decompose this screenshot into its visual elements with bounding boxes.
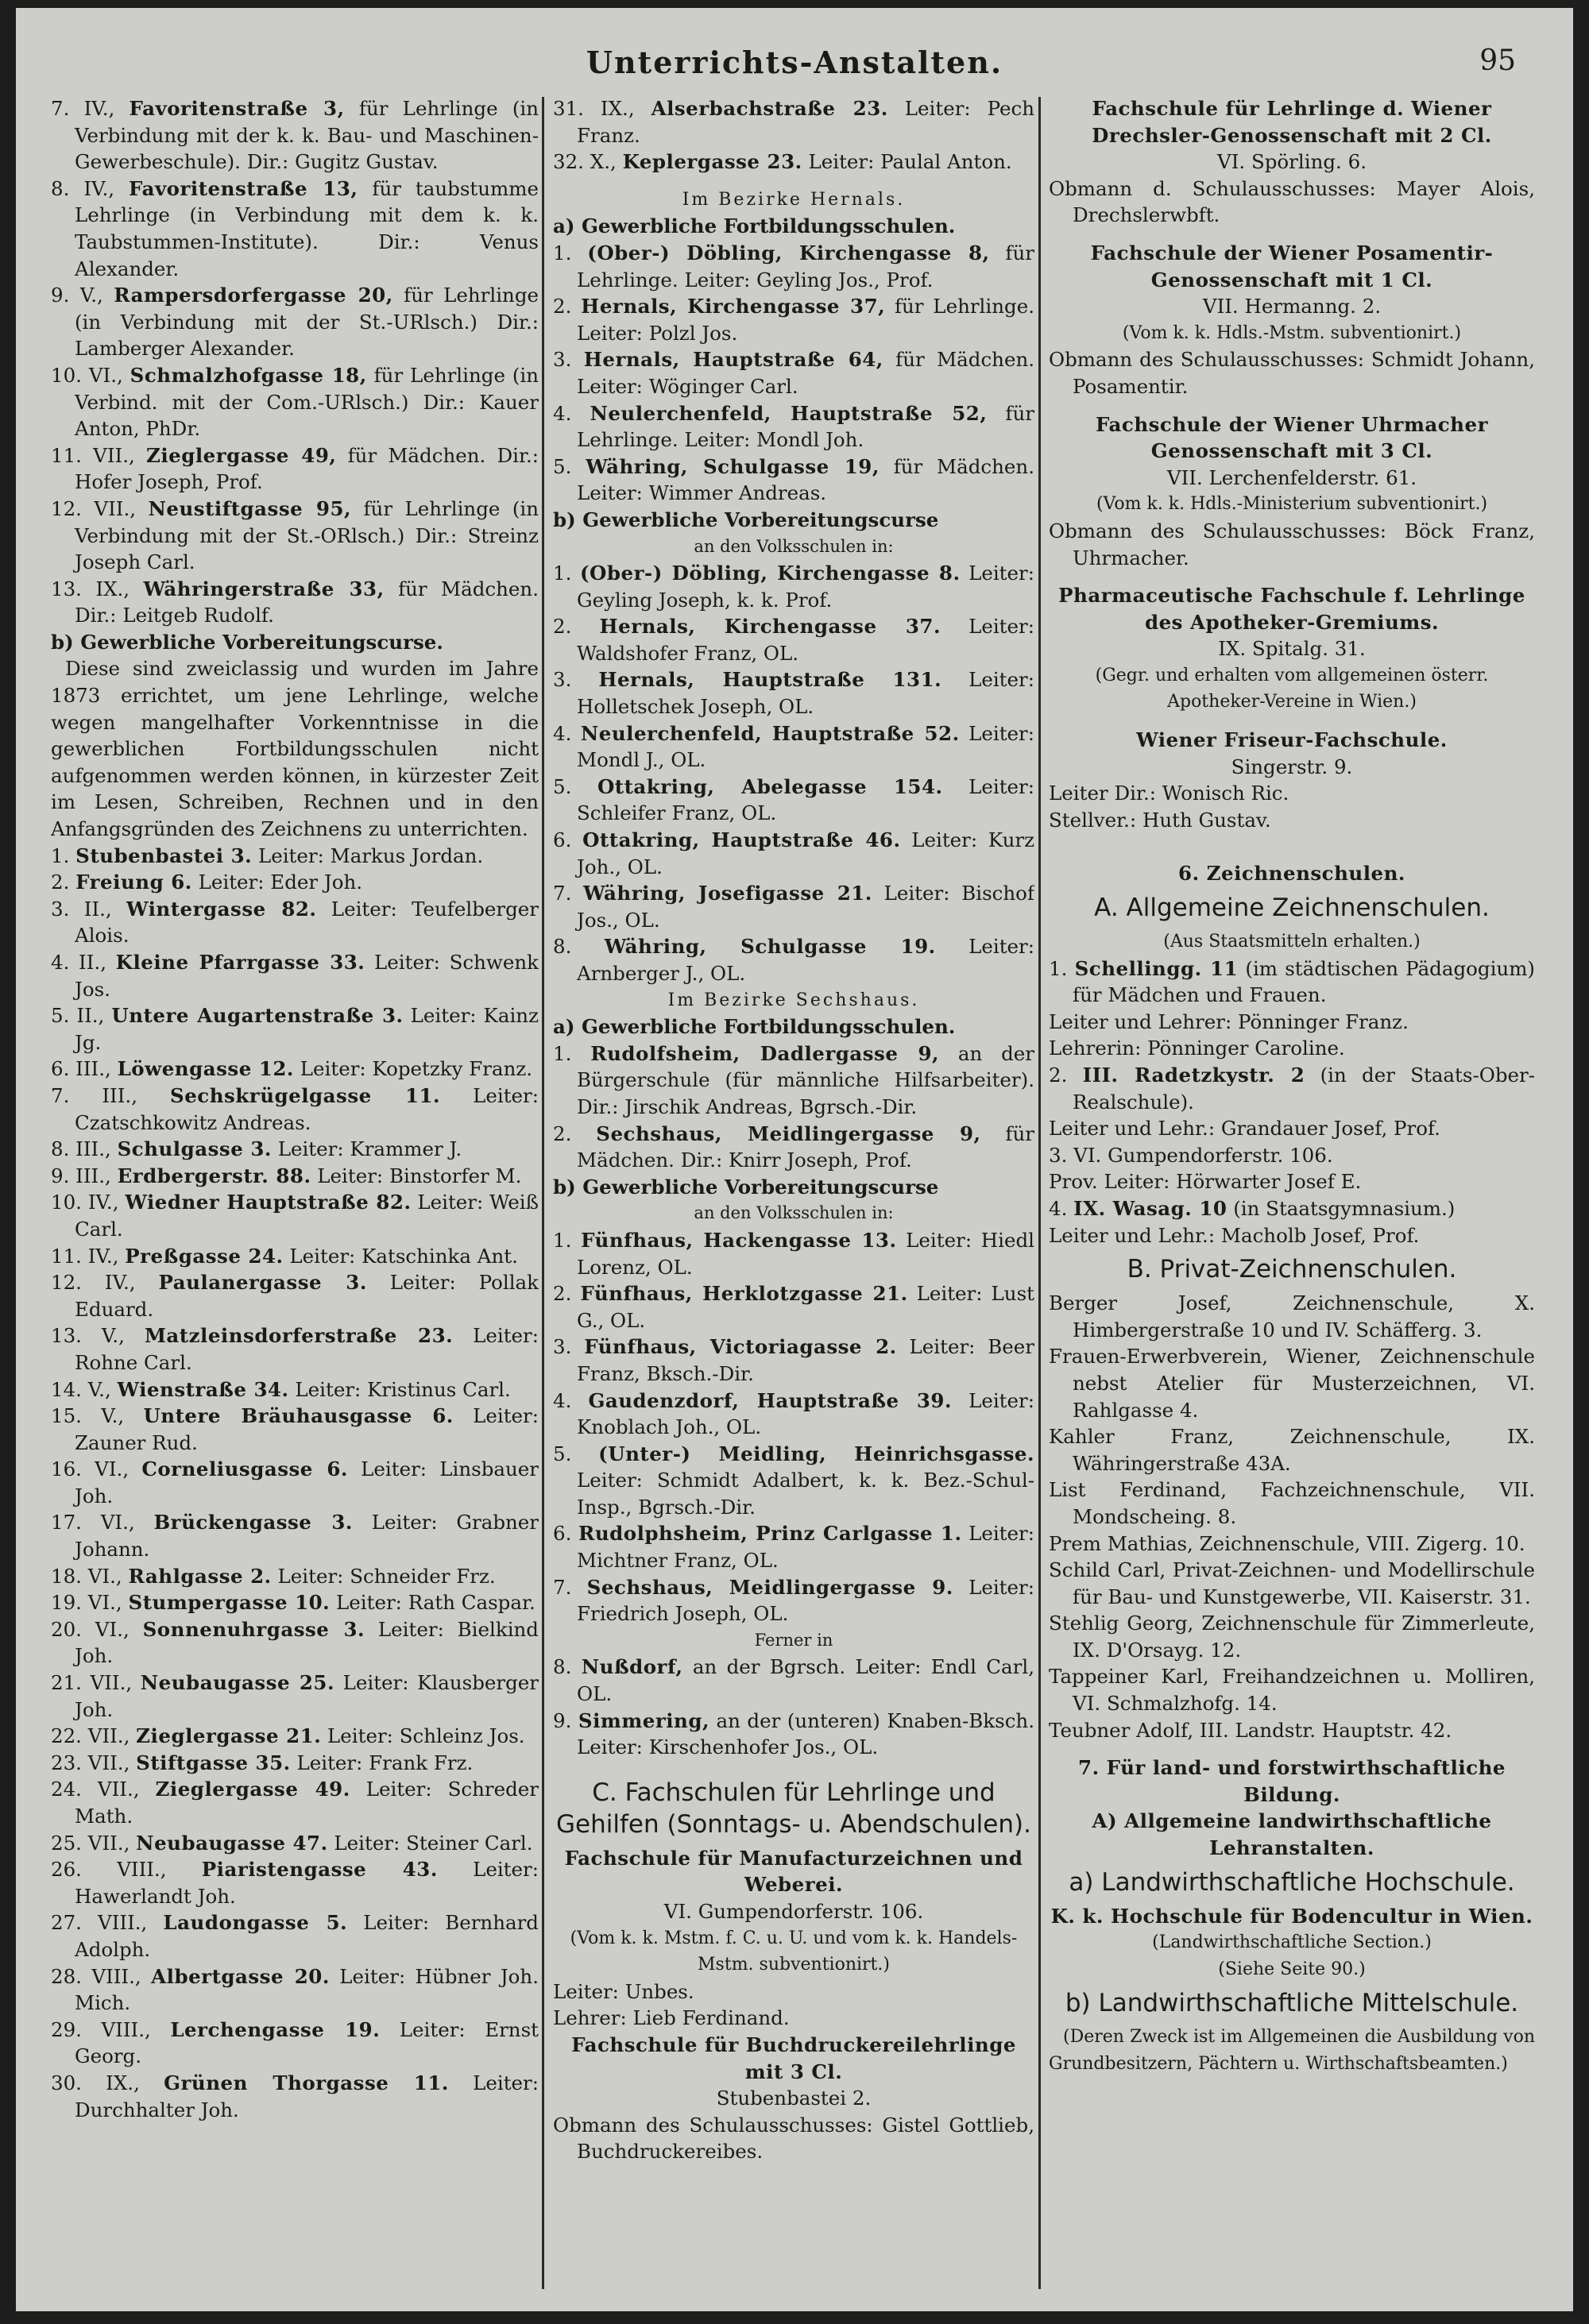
zeichnen-b-list bbox=[1049, 1290, 1535, 1743]
list-item: 2. Hernals, Kirchengasse 37, für Lehrlinge. Leiter: Polzl Jos. bbox=[553, 295, 1034, 345]
hernals-fortbildung-list bbox=[553, 240, 1034, 507]
list-item: 2. Sechshaus, Meidlingergasse 9, für Mädchen. Dir.: Knirr Joseph, Prof. bbox=[553, 1121, 1034, 1172]
school-note: (Vom k. k. Hdls.-Ministerium subventionirt.) bbox=[1096, 494, 1488, 515]
school-title: Fachschule der Wiener Uhrmacher Genossenschaft mit 3 Cl. bbox=[1095, 412, 1488, 463]
school-note: (Deren Zweck ist im Allgemeinen die Ausbildung von Grundbesitzern, Pächtern u. Wirthschaftsbeamten.) bbox=[1049, 2027, 1535, 2074]
list-item: Lehrerin: Pönninger Caroline. bbox=[1049, 1037, 1345, 1060]
school-title: Fachschule für Lehrlinge d. Wiener Drechsler-Genossenschaft mit 2 Cl. bbox=[1092, 97, 1492, 147]
hernals-vorbereitung-list bbox=[553, 560, 1034, 987]
section-subtitle: an den Volksschulen in: bbox=[694, 1203, 894, 1223]
page-number: 95 bbox=[1479, 44, 1516, 77]
column-2 bbox=[553, 95, 1034, 2287]
list-item: 7. Währing, Josefigasse 21. Leiter: Bischof Jos., OL. bbox=[553, 882, 1034, 932]
list-item: Prem Mathias, Zeichnenschule, VIII. Zigerg. 10. bbox=[1049, 1531, 1525, 1555]
list-item: 1. (Ober-) Döbling, Kirchengasse 8. Leiter: Geyling Joseph, k. k. Prof. bbox=[553, 562, 1034, 612]
school-title: K. k. Hochschule für Bodencultur in Wien. bbox=[1050, 1904, 1533, 1928]
fortbildung-list bbox=[51, 95, 539, 629]
list-continued bbox=[553, 95, 1034, 176]
list-item: 14. V., Wienstraße 34. Leiter: Kristinus Carl. bbox=[51, 1377, 511, 1401]
list-item: 3. Hernals, Hauptstraße 131. Leiter: Holletschek Joseph, OL. bbox=[553, 668, 1034, 719]
list-item: 7. III., Sechskrügelgasse 11. Leiter: Czatschkowitz Andreas. bbox=[51, 1083, 539, 1134]
section-title: a) Gewerbliche Fortbildungsschulen. bbox=[553, 214, 956, 238]
list-item: 10. IV., Wiedner Hauptstraße 82. Leiter: Weiß Carl. bbox=[51, 1191, 539, 1241]
list-item: 18. VI., Rahlgasse 2. Leiter: Schneider Frz. bbox=[51, 1564, 496, 1588]
school-address: IX. Spitalg. 31. bbox=[1218, 637, 1366, 661]
section-title: b) Gewerbliche Vorbereitungscurse bbox=[553, 508, 939, 531]
sechshaus-vorbereitung-list bbox=[553, 1227, 1034, 1627]
district-heading: Im Bezirke Sechshaus. bbox=[667, 990, 920, 1010]
list-item: 10. VI., Schmalzhofgasse 18, für Lehrlinge (in Verbind. mit der Com.-URlsch.) Dir.: Kauer Anton, PhDr. bbox=[51, 363, 539, 441]
section-title: b) Gewerbliche Vorbereitungscurse bbox=[553, 1175, 939, 1199]
list-item: 7. IV., Favoritenstraße 3, für Lehrlinge (in Verbindung mit der k. k. Bau- und Maschinen-Gewerbeschule). Dir.: Gugitz Gustav. bbox=[51, 97, 539, 174]
school-address: VII. Lerchenfelderstr. 61. bbox=[1166, 465, 1417, 489]
school-note: (Vom k. k. Hdls.-Mstm. subventionirt.) bbox=[1122, 322, 1462, 343]
list-item: 23. VII., Stiftgasse 35. Leiter: Frank Frz. bbox=[51, 1751, 474, 1774]
list-item: 13. V., Matzleinsdorferstraße 23. Leiter: Rohne Carl. bbox=[51, 1324, 539, 1374]
school-address: VII. Hermanng. 2. bbox=[1202, 295, 1382, 318]
school-title: Fachschule für Buchdruckereilehrlinge mit 3 Cl. bbox=[571, 2033, 1016, 2083]
school-obmann: Obmann d. Schulausschusses: Mayer Alois, Drechslerwbft. bbox=[1049, 176, 1535, 227]
list-item: List Ferdinand, Fachzeichnenschule, VII. Mondscheing. 8. bbox=[1049, 1478, 1535, 1528]
list-item: Leiter und Lehr.: Macholb Josef, Prof. bbox=[1049, 1223, 1420, 1247]
school-note: (Vom k. k. Mstm. f. C. u. U. und vom k. k. Handels-Mstm. subventionirt.) bbox=[570, 1928, 1018, 1975]
sechshaus-fortbildung-list bbox=[553, 1040, 1034, 1174]
list-item: 5. II., Untere Augartenstraße 3. Leiter: Kainz Jg. bbox=[51, 1004, 539, 1054]
school-note: (Gegr. und erhalten vom allgemeinen österr. Apotheker-Vereine in Wien.) bbox=[1095, 665, 1489, 712]
school-stellvertreter: Stellver.: Huth Gustav. bbox=[1049, 808, 1271, 832]
school-note: (Siehe Seite 90.) bbox=[1218, 1959, 1366, 1979]
list-item: 21. VII., Neubaugasse 25. Leiter: Klausberger Joh. bbox=[51, 1671, 539, 1721]
subsection-heading: B. Privat-Zeichnenschulen. bbox=[1127, 1255, 1457, 1284]
list-item: 2. Fünfhaus, Herklotzgasse 21. Leiter: Lust G., OL. bbox=[553, 1282, 1034, 1332]
list-item: 5. Ottakring, Abelegasse 154. Leiter: Schleifer Franz, OL. bbox=[553, 774, 1034, 825]
section-title: a) Gewerbliche Fortbildungsschulen. bbox=[553, 1015, 956, 1039]
list-item: 5. Währing, Schulgasse 19, für Mädchen. Leiter: Wimmer Andreas. bbox=[553, 454, 1034, 505]
school-note: (Landwirthschaftliche Section.) bbox=[1152, 1932, 1432, 1953]
section-description: Diese sind zweiclassig und wurden im Jahre 1873 errichtet, um jene Lehrlinge, welche wegen mangelhafter Vorkenntnisse in die gewerblichen Fortbildungsschulen nicht aufgenommen werden können, in kürzester Zeit im Lesen, Schreiben, Rechnen und in den Anfangsgründen des Zeichnens zu unterrichten. bbox=[51, 657, 539, 841]
subsection-heading: A. Allgemeine Zeichnenschulen. bbox=[1094, 894, 1490, 923]
list-item: 1. Rudolfsheim, Dadlergasse 9, an der Bürgerschule (für männliche Hilfsarbeiter). Dir.: Jirschik Andreas, Bgrsch.-Dir. bbox=[553, 1041, 1034, 1118]
list-item: 3. Hernals, Hauptstraße 64, für Mädchen. Leiter: Wöginger Carl. bbox=[553, 348, 1034, 398]
column-rule bbox=[542, 97, 544, 2289]
list-item: 13. IX., Währingerstraße 33, für Mädchen. Dir.: Leitgeb Rudolf. bbox=[51, 577, 539, 627]
list-item: 3. Fünfhaus, Victoriagasse 2. Leiter: Beer Franz, Bksch.-Dir. bbox=[553, 1335, 1034, 1385]
school-address: Stubenbastei 2. bbox=[716, 2087, 872, 2110]
list-item: 28. VIII., Albertgasse 20. Leiter: Hübner Joh. Mich. bbox=[51, 1964, 539, 2015]
list-item: Leiter und Lehr.: Grandauer Josef, Prof. bbox=[1049, 1117, 1440, 1141]
list-item: 7. Sechshaus, Meidlingergasse 9. Leiter: Friedrich Joseph, OL. bbox=[553, 1575, 1034, 1626]
list-item: Tappeiner Karl, Freihandzeichnen u. Molliren, VI. Schmalzhofg. 14. bbox=[1049, 1665, 1535, 1716]
list-item: Leiter und Lehrer: Pönninger Franz. bbox=[1049, 1010, 1409, 1033]
list-item: 6. III., Löwengasse 12. Leiter: Kopetzky Franz. bbox=[51, 1057, 533, 1081]
column-1 bbox=[51, 95, 539, 2287]
zeichnen-a-list bbox=[1049, 955, 1535, 1249]
list-item: Berger Josef, Zeichnenschule, X. Himbergerstraße 10 und IV. Schäfferg. 3. bbox=[1049, 1291, 1535, 1342]
list-item: Schild Carl, Privat-Zeichnen- und Modellirschule für Bau- und Kunstgewerbe, VII. Kaiserstr. 31. bbox=[1049, 1558, 1535, 1608]
list-item: Frauen-Erwerbverein, Wiener, Zeichnenschule nebst Atelier für Musterzeichnen, VI. Rahlgasse 4. bbox=[1049, 1345, 1535, 1422]
list-item: 31. IX., Alserbachstraße 23. Leiter: Pech Franz. bbox=[553, 97, 1034, 147]
list-item: 8. III., Schulgasse 3. Leiter: Krammer J. bbox=[51, 1137, 462, 1161]
ferner-list bbox=[553, 1654, 1034, 1760]
list-item: 3. VI. Gumpendorferstr. 106. bbox=[1049, 1143, 1333, 1167]
school-title: Pharmaceutische Fachschule f. Lehrlinge des Apotheker-Gremiums. bbox=[1058, 584, 1525, 634]
page-header bbox=[16, 44, 1573, 84]
list-item: 17. VI., Brückengasse 3. Leiter: Grabner Johann. bbox=[51, 1511, 539, 1562]
school-leiter: Leiter: Unbes. bbox=[553, 1979, 694, 2003]
section-subtitle: an den Volksschulen in: bbox=[694, 536, 894, 556]
list-item: 11. VII., Zieglergasse 49, für Mädchen. Dir.: Hofer Joseph, Prof. bbox=[51, 443, 539, 494]
list-item: 4. II., Kleine Pfarrgasse 33. Leiter: Schwenk Jos. bbox=[51, 951, 539, 1001]
list-item: 16. VI., Corneliusgasse 6. Leiter: Linsbauer Joh. bbox=[51, 1457, 539, 1508]
list-item: 1. Fünfhaus, Hackengasse 13. Leiter: Hiedl Lorenz, OL. bbox=[553, 1228, 1034, 1279]
subsection-heading: b) Landwirthschaftliche Mittelschule. bbox=[1065, 1989, 1519, 2018]
list-item: 25. VII., Neubaugasse 47. Leiter: Steiner Carl. bbox=[51, 1831, 533, 1855]
running-head: Unterrichts-Anstalten. bbox=[586, 44, 1003, 80]
list-item: 30. IX., Grünen Thorgasse 11. Leiter: Durchhalter Joh. bbox=[51, 2071, 539, 2121]
book-page bbox=[16, 8, 1573, 2311]
list-item: 2. III. Radetzkystr. 2 (in der Staats-Ober-Realschule). bbox=[1049, 1064, 1535, 1114]
section-heading: 6. Zeichnenschulen. bbox=[1178, 862, 1405, 886]
school-address: VI. Gumpendorferstr. 106. bbox=[663, 1900, 924, 1923]
list-item: 11. IV., Preßgasse 24. Leiter: Katschinka Ant. bbox=[51, 1244, 518, 1268]
district-heading: Im Bezirke Hernals. bbox=[682, 189, 906, 210]
section-c-heading: C. Fachschulen für Lehrlinge und Gehilfen (Sonntags- u. Abendschulen). bbox=[556, 1778, 1031, 1839]
list-item: 6. Rudolphsheim, Prinz Carlgasse 1. Leiter: Michtner Franz, OL. bbox=[553, 1522, 1034, 1573]
list-item: 1. Stubenbastei 3. Leiter: Markus Jordan. bbox=[51, 844, 484, 867]
list-item: 4. Neulerchenfeld, Hauptstraße 52. Leiter: Mondl J., OL. bbox=[553, 721, 1034, 772]
school-obmann: Obmann des Schulausschusses: Schmidt Johann, Posamentir. bbox=[1049, 348, 1535, 398]
list-item: 29. VIII., Lerchengasse 19. Leiter: Ernst Georg. bbox=[51, 2017, 539, 2068]
list-item: 2. Hernals, Kirchengasse 37. Leiter: Waldshofer Franz, OL. bbox=[553, 615, 1034, 665]
list-item: 9. Simmering, an der (unteren) Knaben-Bksch. Leiter: Kirschenhofer Jos., OL. bbox=[553, 1708, 1034, 1759]
list-item: 8. Währing, Schulgasse 19. Leiter: Arnberger J., OL. bbox=[553, 935, 1034, 985]
list-item: 20. VI., Sonnenuhrgasse 3. Leiter: Bielkind Joh. bbox=[51, 1617, 539, 1668]
list-item: 4. Gaudenzdorf, Hauptstraße 39. Leiter: Knoblach Joh., OL. bbox=[553, 1388, 1034, 1439]
school-title: Fachschule für Manufacturzeichnen und Weberei. bbox=[564, 1846, 1023, 1897]
list-item: 8. IV., Favoritenstraße 13, für taubstumme Lehrlinge (in Verbindung mit dem k. k. Taubstummen-Institute). Dir.: Venus Alexander. bbox=[51, 176, 539, 280]
list-item: 26. VIII., Piaristengasse 43. Leiter: Hawerlandt Joh. bbox=[51, 1858, 539, 1908]
list-item: 12. VII., Neustiftgasse 95, für Lehrlinge (in Verbindung mit der St.-ORlsch.) Dir.: Streinz Joseph Carl. bbox=[51, 496, 539, 574]
school-address: VI. Spörling. 6. bbox=[1217, 150, 1367, 174]
list-item: 4. IX. Wasag. 10 (in Staatsgymnasium.) bbox=[1049, 1196, 1456, 1220]
list-item: 2. Freiung 6. Leiter: Eder Joh. bbox=[51, 871, 363, 894]
list-item: 5. (Unter-) Meidling, Heinrichsgasse. Leiter: Schmidt Adalbert, k. k. Bez.-Schul-Insp., Bgrsch.-Dir. bbox=[553, 1442, 1034, 1519]
list-item: 9. III., Erdbergerstr. 88. Leiter: Binstorfer M. bbox=[51, 1164, 522, 1187]
school-title: Fachschule der Wiener Posamentir-Genossenschaft mit 1 Cl. bbox=[1090, 241, 1494, 291]
list-item: Kahler Franz, Zeichnenschule, IX. Währingerstraße 43A. bbox=[1049, 1425, 1535, 1475]
list-item: 19. VI., Stumpergasse 10. Leiter: Rath Caspar. bbox=[51, 1591, 535, 1615]
list-item: 32. X., Keplergasse 23. Leiter: Paulal Anton. bbox=[553, 150, 1012, 174]
section-title: b) Gewerbliche Vorbereitungscurse. bbox=[51, 630, 443, 654]
list-item: 8. Nußdorf, an der Bgrsch. Leiter: Endl Carl, OL. bbox=[553, 1655, 1034, 1706]
list-item: 6. Ottakring, Hauptstraße 46. Leiter: Kurz Joh., OL. bbox=[553, 828, 1034, 878]
subsection-heading: a) Landwirthschaftliche Hochschule. bbox=[1069, 1867, 1515, 1897]
ferner-label: Ferner in bbox=[754, 1630, 833, 1650]
school-title: Wiener Friseur-Fachschule. bbox=[1136, 728, 1448, 752]
school-leiter: Leiter Dir.: Wonisch Ric. bbox=[1049, 782, 1289, 805]
school-obmann: Obmann des Schulausschusses: Böck Franz, Uhrmacher. bbox=[1049, 519, 1535, 569]
subsection-heading: A) Allgemeine landwirthschaftliche Lehranstalten. bbox=[1092, 1809, 1492, 1860]
list-item: Stehlig Georg, Zeichnenschule für Zimmerleute, IX. D'Orsayg. 12. bbox=[1049, 1612, 1535, 1662]
list-item: 4. Neulerchenfeld, Hauptstraße 52, für Lehrlinge. Leiter: Mondl Joh. bbox=[553, 401, 1034, 452]
school-address: Singerstr. 9. bbox=[1231, 755, 1353, 778]
list-item: 15. V., Untere Bräuhausgasse 6. Leiter: Zauner Rud. bbox=[51, 1404, 539, 1454]
section-heading: 7. Für land- und forstwirthschaftliche Bildung. bbox=[1078, 1756, 1506, 1806]
list-item: 9. V., Rampersdorfergasse 20, für Lehrlinge (in Verbindung mit der St.-URlsch.) Dir.: Lamberger Alexander. bbox=[51, 284, 539, 361]
list-item: Prov. Leiter: Hörwarter Josef E. bbox=[1049, 1170, 1362, 1194]
list-item: 1. (Ober-) Döbling, Kirchengasse 8, für Lehrlinge. Leiter: Geyling Jos., Prof. bbox=[553, 241, 1034, 291]
list-item: 27. VIII., Laudongasse 5. Leiter: Bernhard Adolph. bbox=[51, 1911, 539, 1961]
list-item: 12. IV., Paulanergasse 3. Leiter: Pollak Eduard. bbox=[51, 1271, 539, 1321]
list-item: 3. II., Wintergasse 82. Leiter: Teufelberger Alois. bbox=[51, 897, 539, 948]
vorbereitung-list bbox=[51, 843, 539, 2124]
school-obmann: Obmann des Schulausschusses: Gistel Gottlieb, Buchdruckereibes. bbox=[553, 2113, 1034, 2164]
column-rule bbox=[1038, 97, 1041, 2289]
list-item: 24. VII., Zieglergasse 49. Leiter: Schreder Math. bbox=[51, 1778, 539, 1828]
subsection-note: (Aus Staatsmitteln erhalten.) bbox=[1163, 932, 1421, 952]
column-3 bbox=[1049, 95, 1535, 2287]
list-item: Teubner Adolf, III. Landstr. Hauptstr. 42. bbox=[1049, 1718, 1452, 1742]
list-item: 1. Schellingg. 11 (im städtischen Pädagogium) für Mädchen und Frauen. bbox=[1049, 956, 1535, 1007]
school-lehrer: Lehrer: Lieb Ferdinand. bbox=[553, 2006, 790, 2030]
list-item: 22. VII., Zieglergasse 21. Leiter: Schleinz Jos. bbox=[51, 1724, 525, 1748]
